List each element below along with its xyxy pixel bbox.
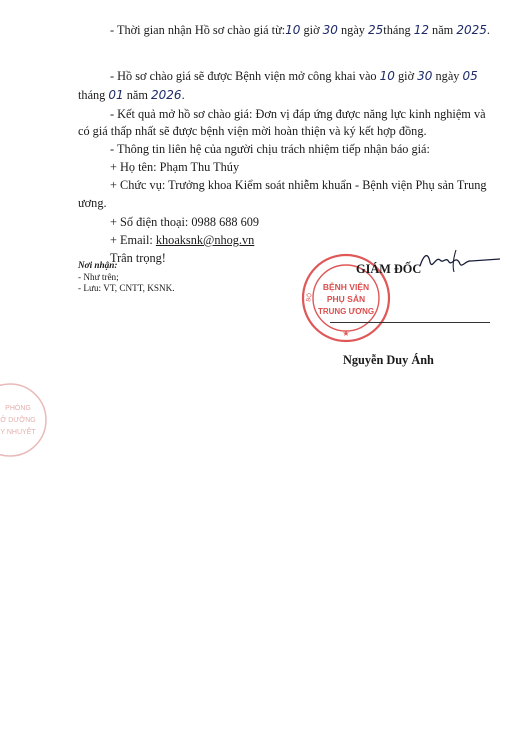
contact-info-line: - Thông tin liên hệ của người chịu trách nhiệm tiếp nhận báo giá: xyxy=(110,142,430,156)
opening-year: 2026 xyxy=(151,88,182,102)
receipt-end: . xyxy=(486,23,490,37)
receipt-day: 25 xyxy=(368,23,384,37)
opening-minute: 30 xyxy=(417,69,433,83)
handwritten-signature xyxy=(416,246,502,278)
signer-name: Nguyễn Duy Ánh xyxy=(343,353,434,367)
seal-text-line1: BỆNH VIỆN xyxy=(322,282,370,292)
contact-phone-line: + Số điện thoại: 0988 688 609 xyxy=(110,215,260,229)
edge-stamp-line1: PHÒNG xyxy=(5,405,31,412)
opening-month: 01 xyxy=(108,88,124,102)
recipients-title: Nơi nhận: xyxy=(78,260,118,270)
contact-email-link[interactable]: khoaksnk@nhog.vn xyxy=(155,233,255,247)
opening-time-line xyxy=(110,70,478,82)
opening-thang: tháng xyxy=(78,88,109,102)
opening-day: 05 xyxy=(462,69,478,83)
receipt-nam: năm xyxy=(428,23,457,37)
edge-stamp-line3: Y NHUYỄT xyxy=(0,429,36,436)
contact-email-prefix: + Email: xyxy=(110,233,156,247)
recipient-item: - Như trên; xyxy=(78,271,119,282)
closing-line: Trân trọng! xyxy=(110,251,166,265)
opening-ngay: ngày xyxy=(432,69,463,83)
opening-time-prefix: - Hồ sơ chào giá sẽ được Bệnh viện mở công khai vào xyxy=(110,69,377,83)
seal-side-text: BỘ xyxy=(306,292,314,303)
receipt-hour: 10 xyxy=(285,23,301,37)
opening-gio: giờ xyxy=(394,69,418,83)
seal-text-line3: TRUNG ƯƠNG xyxy=(317,307,375,316)
opening-end: . xyxy=(181,88,185,102)
contact-name-line: + Họ tên: Phạm Thu Thúy xyxy=(110,160,240,174)
recipient-item: - Lưu: VT, CNTT, KSNK. xyxy=(78,283,175,293)
edge-stamp-line2: Ở DƯỠNG xyxy=(0,417,36,424)
opening-date-line xyxy=(78,89,185,101)
receipt-gio: giờ xyxy=(300,23,323,37)
contact-position-cont: ương. xyxy=(78,196,107,210)
result-line-cont: có giá thấp nhất sẽ được bệnh viện mời hoàn thiện và ký kết hợp đồng. xyxy=(78,124,427,138)
signer-title: GIÁM ĐỐC xyxy=(356,262,422,276)
receipt-time-line xyxy=(110,24,490,36)
receipt-ngay: ngày xyxy=(337,23,369,37)
receipt-year: 2025 xyxy=(456,23,487,37)
recipients-block xyxy=(78,260,175,295)
seal-star-icon: ★ xyxy=(342,329,350,338)
signature-underline xyxy=(330,322,490,323)
contact-email-line xyxy=(110,234,254,246)
seal-text-line2: PHỤ SẢN xyxy=(326,294,366,304)
receipt-month: 12 xyxy=(413,23,429,37)
result-line: - Kết quả mở hồ sơ chào giá: Đơn vị đáp ứng được năng lực kinh nghiệm và xyxy=(110,107,486,121)
receipt-thang: tháng xyxy=(383,23,414,37)
receipt-minute: 30 xyxy=(322,23,338,37)
receipt-time-prefix: - Thời gian nhận Hồ sơ chào giá từ: xyxy=(110,23,286,37)
contact-position-line: + Chức vụ: Trưởng khoa Kiểm soát nhiễm khuẩn - Bệnh viện Phụ sản Trung xyxy=(110,178,487,192)
opening-hour: 10 xyxy=(379,69,395,83)
partial-stamp-left-edge xyxy=(0,380,50,460)
opening-nam: năm xyxy=(123,88,152,102)
